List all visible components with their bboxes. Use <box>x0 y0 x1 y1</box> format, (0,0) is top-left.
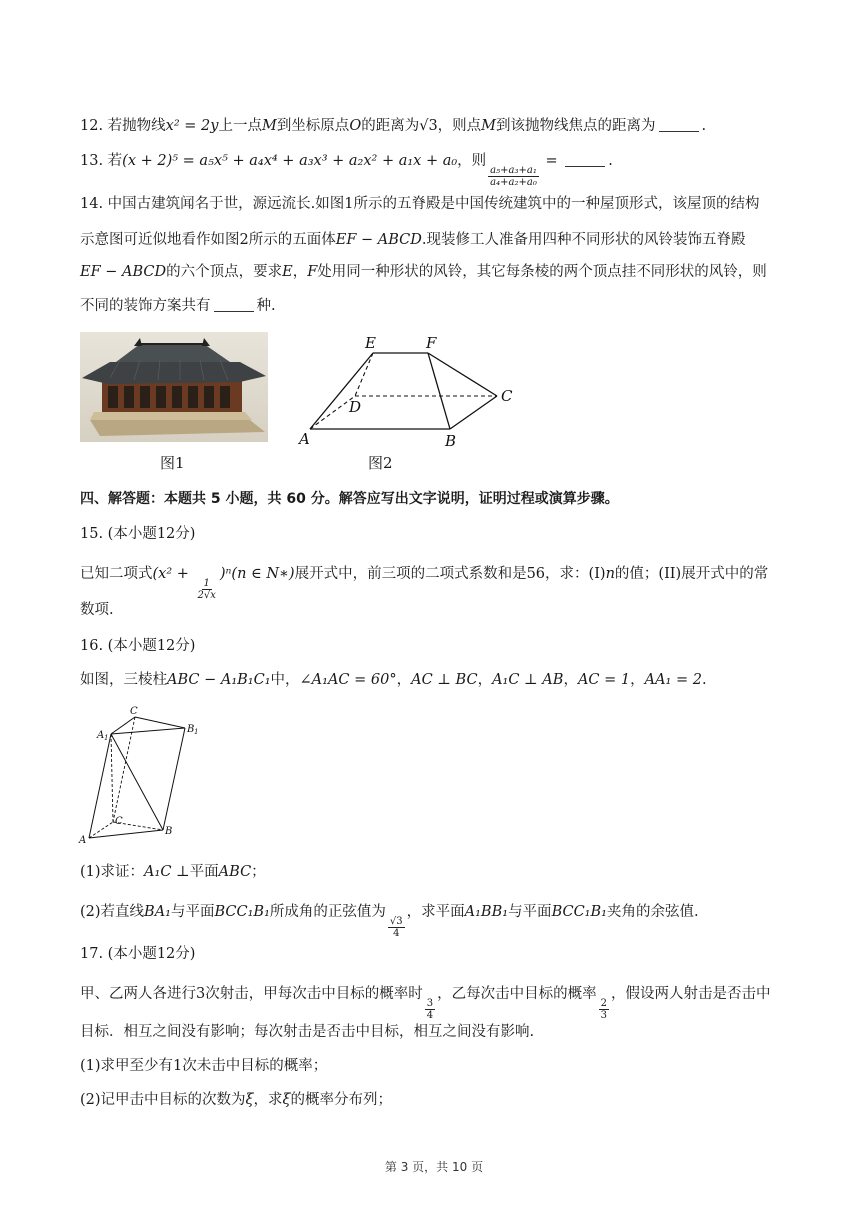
math: M <box>481 118 497 134</box>
text: 到坐标原点 <box>276 118 350 134</box>
vertex-label-b: B <box>165 826 173 837</box>
text: 不同的装饰方案共有 <box>80 298 211 314</box>
text: (2)若直线 <box>80 904 145 920</box>
question-12 <box>80 116 706 136</box>
text: 12. 若抛物线 <box>80 118 166 134</box>
text: (1)求甲至少有 <box>80 1058 174 1074</box>
question-14-line3 <box>80 262 767 282</box>
question-16-part2 <box>80 902 699 939</box>
fraction: $\frac{1}{2√x}$ <box>197 578 216 601</box>
svg-text:1: 1 <box>194 728 199 736</box>
text: ， <box>292 264 308 280</box>
math: 3 <box>196 986 206 1002</box>
text: ，求：(I) <box>545 566 606 582</box>
vertex-label-c1: C <box>130 706 138 717</box>
text: 中， <box>270 672 300 688</box>
math: A₁C ⊥ AB <box>492 672 564 688</box>
text: ，则点 <box>437 118 482 134</box>
prism-diagram <box>75 702 215 847</box>
vertex-label-a: A <box>79 835 87 846</box>
question-16-line1 <box>80 670 707 690</box>
vertex-label-a1: A <box>97 730 105 741</box>
figure-2-caption: 图2 <box>368 454 393 472</box>
fraction: $\frac{3}{4}$ <box>426 998 434 1021</box>
fraction: $\frac{√3}{4}$ <box>389 916 403 939</box>
math: AC = 1 <box>577 672 631 688</box>
question-17-part2 <box>80 1090 392 1110</box>
question-17-line2: 目标．相互之间没有影响；每次射击是否击中目标，相互之间没有影响. <box>80 1024 535 1040</box>
question-14-line2 <box>80 230 745 250</box>
math: A₁BB₁ <box>464 904 509 920</box>
math: (x + 2)⁵ = a₅x⁵ + a₄x⁴ + a₃x³ + a₂x² + a₁x + a₀ <box>122 153 458 169</box>
vertex-label-d: D <box>349 398 362 416</box>
text: 所成角的正弦值为 <box>269 904 386 920</box>
section-4-heading: 四、解答题：本题共 5 小题，共 60 分。解答应写出文字说明，证明过程或演算步骤。 <box>80 491 619 507</box>
answer-blank <box>565 152 605 167</box>
text: 的六个顶点，要求 <box>166 264 283 280</box>
text: 种. <box>256 298 276 314</box>
text: 上一点 <box>218 118 262 134</box>
math: x² = 2y <box>165 118 219 134</box>
text: 示意图可近似地看作如图2所示的五面体 <box>80 232 336 248</box>
text: 与平面 <box>171 904 215 920</box>
math: AC ⊥ BC <box>411 672 478 688</box>
math: BCC₁B₁ <box>551 904 607 920</box>
text: ，假设两人射击是否击中 <box>610 986 771 1002</box>
math: EF − ABCD <box>335 232 422 248</box>
math: √3 <box>419 118 438 134</box>
vertex-label-b: B <box>445 432 457 450</box>
text: 展开式中，前三项的二项式系数和是 <box>294 566 527 582</box>
math: F <box>307 264 318 280</box>
text: (1)求证： <box>80 864 145 880</box>
text: . <box>701 672 707 688</box>
text: ； <box>251 864 266 880</box>
question-13 <box>80 151 613 188</box>
text: ， <box>630 672 645 688</box>
text: 平面 <box>189 864 219 880</box>
question-16-part1 <box>80 862 266 882</box>
text: 次未击中目标的概率； <box>182 1058 328 1074</box>
fraction: $\frac{2}{3}$ <box>600 998 607 1021</box>
text: ，则 <box>457 153 487 169</box>
text: ，乙每次击中目标的概率 <box>437 986 597 1002</box>
math: O <box>349 118 362 134</box>
text: ， <box>563 672 578 688</box>
text: 的值；(II)展开式中的常 <box>614 566 769 582</box>
text: 夹角的余弦值. <box>606 904 699 920</box>
text: 次射击，甲每次击中目标的概率时 <box>205 986 423 1002</box>
question-17-part1 <box>80 1056 327 1076</box>
question-17-title: 17. (本小题12分) <box>80 946 196 962</box>
math: n <box>605 566 615 582</box>
vertex-label-c: C <box>115 816 123 827</box>
fraction: $\frac{\text{a₅+a₃+a₁}}{\text{a₄+a₂+a₀}}$ <box>490 165 537 188</box>
question-15-line2: 数项. <box>80 602 114 618</box>
text: 13. 若 <box>80 153 123 169</box>
math: ξ <box>245 1092 254 1108</box>
answer-blank <box>214 297 254 312</box>
svg-text:1: 1 <box>104 734 109 742</box>
vertex-label-f: F <box>426 334 437 352</box>
question-14-line1 <box>80 194 760 214</box>
text: . <box>701 118 707 134</box>
text: ， <box>477 672 493 688</box>
math: M <box>261 118 277 134</box>
text: 已知二项式 <box>80 566 153 582</box>
question-17-line1 <box>80 984 770 1021</box>
vertex-label-b1: B <box>187 724 195 735</box>
math: BCC₁B₁ <box>214 904 270 920</box>
math: )ⁿ(n ∈ N∗) <box>219 566 295 582</box>
question-15-title: 15. (本小题12分) <box>80 526 196 542</box>
math: ∠A₁AC = 60° <box>299 672 397 688</box>
figure-1-caption: 图1 <box>160 454 185 472</box>
text: .现装修工人准备用四种不同形状的风铃装饰五脊殿 <box>421 232 746 248</box>
text: 甲、乙两人各进行 <box>80 986 196 1002</box>
math: 56 <box>526 566 546 582</box>
temple-figure <box>80 332 268 442</box>
page-footer: 第 3 页，共 10 页 <box>384 1160 484 1174</box>
vertex-label-a: A <box>299 430 310 448</box>
text: . <box>608 153 613 169</box>
math: E <box>282 264 293 280</box>
text: 如图，三棱柱 <box>80 672 167 688</box>
math: BA₁ <box>144 904 171 920</box>
math: ABC <box>218 864 252 880</box>
text: 14. 中国古建筑闻名于世，源远流长.如图1所示的五脊殿是中国传统建筑中的一种屋顶形式，该屋顶的结构 <box>80 196 760 212</box>
pentahedron-diagram <box>295 332 525 452</box>
text: 到该抛物线焦点的距离为 <box>496 118 656 134</box>
text: 与平面 <box>508 904 552 920</box>
text: (2)记甲击中目标的次数为 <box>80 1092 246 1108</box>
math: (x² + <box>152 566 194 582</box>
text: 处用同一种形状的风铃，其它每条棱的两个顶点挂不同形状的风铃，则 <box>317 264 767 280</box>
vertex-label-c: C <box>501 387 513 405</box>
text: = <box>540 153 563 169</box>
vertex-label-e: E <box>365 334 376 352</box>
answer-blank <box>659 117 699 132</box>
text: ，求平面 <box>406 904 465 920</box>
question-16-title: 16. (本小题12分) <box>80 638 196 654</box>
text: ， <box>396 672 412 688</box>
math: A₁C ⊥ <box>144 864 190 880</box>
question-15-line1 <box>80 564 768 601</box>
text: 的距离为 <box>361 118 420 134</box>
text: 的概率分布列； <box>290 1092 393 1108</box>
question-14-line4 <box>80 296 276 316</box>
math: EF − ABCD <box>80 264 167 280</box>
text: ，求 <box>253 1092 283 1108</box>
math: ABC − A₁B₁C₁ <box>167 672 271 688</box>
math: ξ <box>282 1092 291 1108</box>
math: AA₁ = 2 <box>644 672 702 688</box>
math: 1 <box>173 1058 183 1074</box>
